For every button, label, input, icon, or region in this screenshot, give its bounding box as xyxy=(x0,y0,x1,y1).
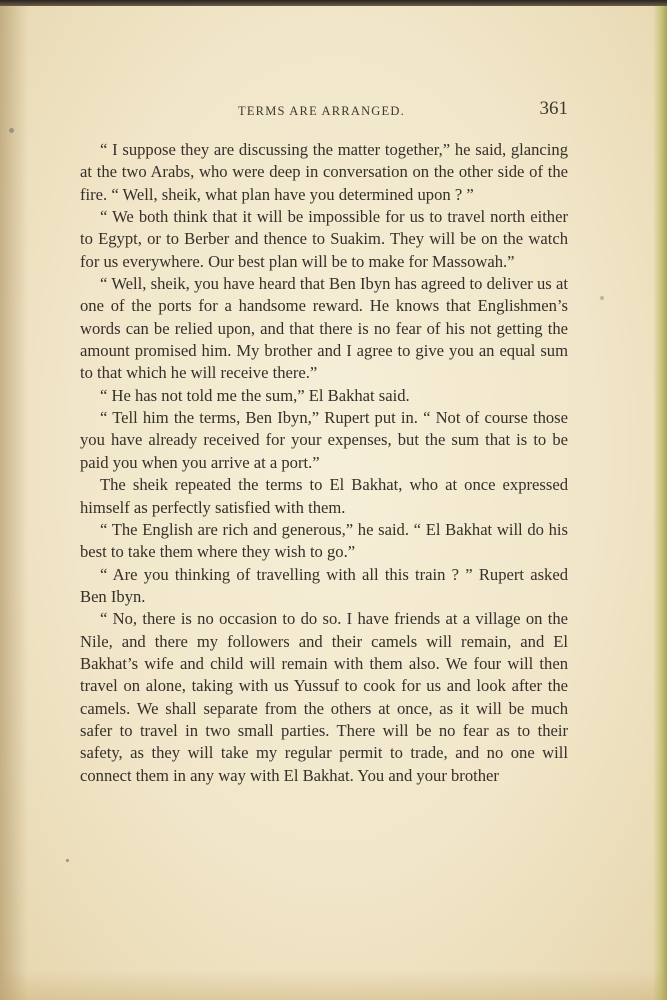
page-bottom-shade xyxy=(0,970,667,1000)
page-right-edge xyxy=(653,6,667,1000)
paragraph: “ No, there is no occasion to do so. I have friends at a village on the Nile, and there my followers and their camels will remain, and El Bakhat’s wife and child will remain with them also. We four will then travel on alone, taking with us Yussuf to cook for us and look after the camels. We shall separate from the others at once, as it will be much safer to travel in two small parties. There will be no fear as to their safety, as they will take my regular permit to trade, and no one will connect them in any way with El Bakhat. You and your brother xyxy=(80,609,568,785)
page-top-edge xyxy=(0,0,667,6)
body-text xyxy=(80,139,568,787)
running-head xyxy=(80,98,568,124)
paragraph: “ Tell him the terms, Ben Ibyn,” Rupert put in. “ Not of course those you have already received for your expenses, but the sum that is to be paid you when you arrive at a port.” xyxy=(80,408,568,472)
paragraph: “ He has not told me the sum,” El Bakhat said. xyxy=(100,385,410,405)
paragraph: “ Are you thinking of travelling with all this train ? ” Rupert asked Ben Ibyn. xyxy=(80,564,568,606)
paragraph: The sheik repeated the terms to El Bakhat, who at once expressed himself as perfectly satisfied with them. xyxy=(80,475,568,517)
paragraph: “ We both think that it will be impossible for us to travel north either to Egypt, or to Berber and thence to Suakim. They will be on the watch for us everywhere. Our best plan will be to make for Massowah.” xyxy=(80,207,568,271)
paper-speck xyxy=(66,859,69,862)
paper-speck xyxy=(9,128,14,133)
paper-speck xyxy=(600,296,604,300)
running-title: TERMS ARE ARRANGED. xyxy=(238,104,405,118)
paragraph: “ I suppose they are discussing the matter together,” he said, glancing at the two Arabs, who were deep in conversation on the other side of the fire. “ Well, sheik, what plan have you determined upon ? ” xyxy=(80,140,568,204)
paragraph: “ Well, sheik, you have heard that Ben Ibyn has agreed to deliver us at one of the ports for a handsome reward. He knows that Englishmen’s words can be relied upon, and that there is no fear of his not getting the amount promised him. My brother and I agree to give you an equal sum to that which he will receive there.” xyxy=(80,274,568,383)
page-number: 361 xyxy=(539,98,568,119)
paragraph: “ The English are rich and generous,” he said. “ El Bakhat will do his best to take them where they wish to go.” xyxy=(80,519,568,562)
gutter-shadow xyxy=(0,6,28,1000)
